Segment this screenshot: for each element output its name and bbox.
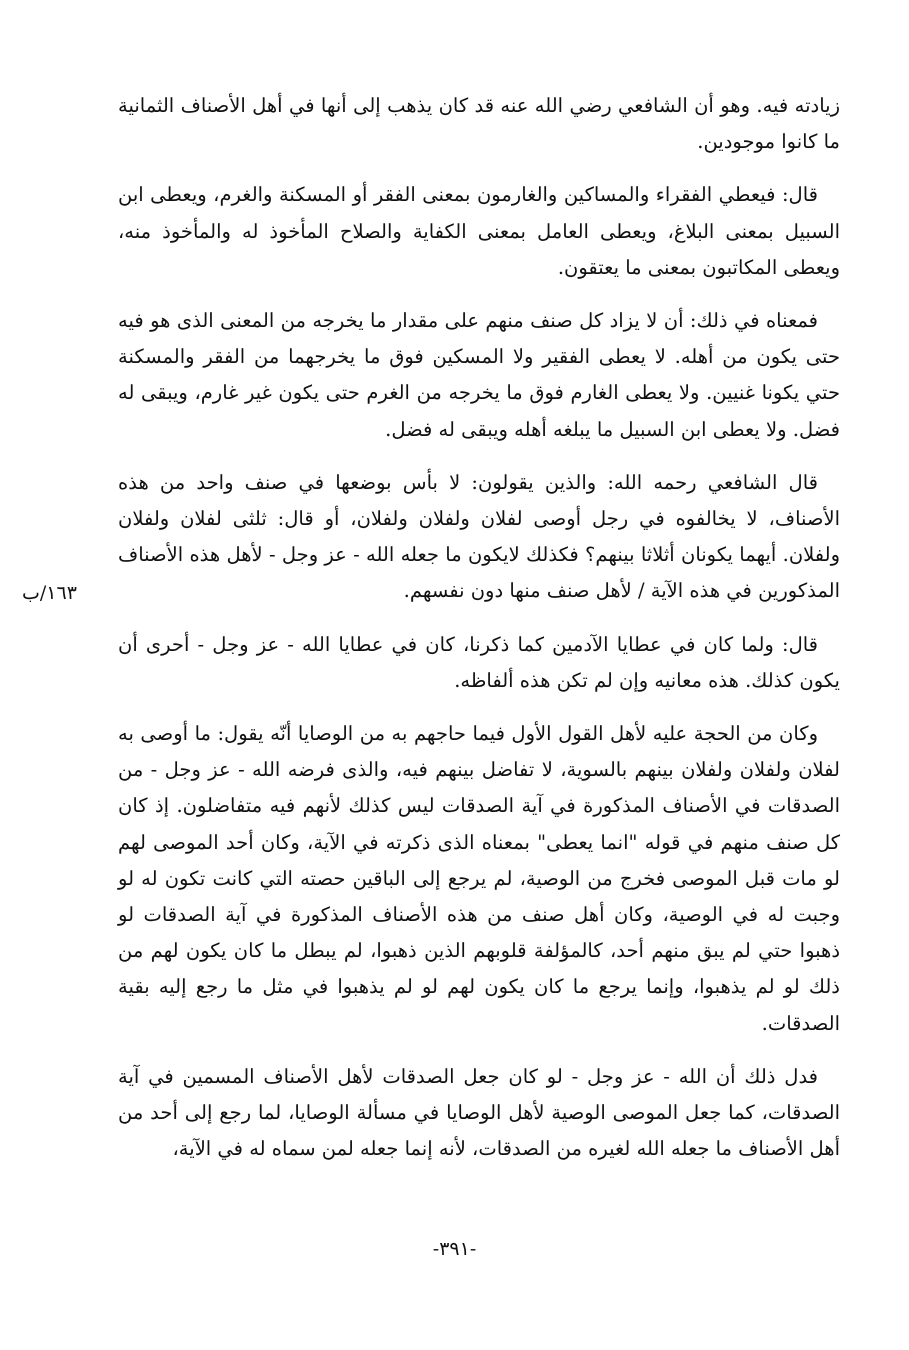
- page-number: -٣٩١-: [432, 1238, 477, 1260]
- paragraph-1: زيادته فيه. وهو أن الشافعي رضي الله عنه قد كان يذهب إلى أنها في أهل الأصناف الثمانية ما كانوا موجودين.: [118, 94, 840, 154]
- paragraph-7: فدل ذلك أن الله - عز وجل - لو كان جعل الصدقات لأهل الأصناف المسمين في آية الصدقات، كما جعل الموصى الوصية لأهل الوصايا في مسألة الوصايا، لما رجع إلى أحد من أهل الأصناف ما جعله الله لغيره من الصدقات، لأنه إنما جعله لمن سماه له في الآية،: [118, 1064, 840, 1161]
- paragraph-6: وكان من الحجة عليه لأهل القول الأول فيما حاجهم به من الوصايا أنّه يقول: ما أوصى به لفلان ولفلان ولفلان بينهم بالسوية، لا تفاضل بينهم فيه، والذى فرضه الله - عز وجل - من الصدقات في الأصناف المذكورة في آية الصدقات ليس كذلك لأنهم فيه متفاضلون. إذ كان كل صنف منهم في قوله "انما يعطى" بمعناه الذى ذكرته في الآية، وكان أحد الموصى لهم لو مات قبل الموصى فخرج من الوصية، لم يرجع إلى الباقين حصته التي كانت تكون له لو وجبت له في الوصية، وكان أهل صنف من هذه الأصناف المذكورة في آية الصدقات لو ذهبوا حتي لم يبق منهم أحد، كالمؤلفة قلوبهم الذين ذهبوا، لم يبطل ما كان يكون لهم من ذلك لو لم يذهبوا، وإنما يرجع ما كان يكون لهم لو لم يذهبوا في مثل ما رجع إليه بقية الصدقات.: [118, 722, 840, 1035]
- manuscript-folio-note: ١٦٣/ب: [22, 582, 77, 604]
- paragraph-3: فمعناه في ذلك: أن لا يزاد كل صنف منهم على مقدار ما يخرجه من المعنى الذى هو فيه حتى يكون من أهله. لا يعطى الفقير ولا المسكين فوق ما يخرجهما من الفقر والمسكنة حتي يكونا غنيين. ولا يعطى الغارم فوق ما يخرجه من الغرم حتى يكون غير غارم، ويبقى له فضل. ولا يعطى ابن السبيل ما يبلغه أهله ويبقى له فضل.: [118, 309, 840, 441]
- paragraph-5: قال: ولما كان في عطايا الآدمين كما ذكرنا، كان في عطايا الله - عز وجل - أحرى أن يكون كذلك. هذه معانيه وإن لم تكن هذه ألفاظه.: [118, 632, 840, 692]
- paragraph-4: قال الشافعي رحمه الله: والذين يقولون: لا بأس بوضعها في صنف واحد من هذه الأصناف، لا يخالفوه في رجل أوصى لفلان ولفلان ولفلان، أو قال: ثلثى لفلان ولفلان ولفلان. أيهما يكونان أثلاثا بينهم؟ فكذلك لايكون ما جعله الله - عز وجل - لأهل هذه الأصناف المذكورين في هذه الآية / لأهل صنف منها دون نفسهم.: [118, 470, 840, 603]
- paragraph-2: قال: فيعطي الفقراء والمساكين والغارمون بمعنى الفقر أو المسكنة والغرم، ويعطى ابن السبيل بمعنى البلاغ، ويعطى العامل بمعنى الكفاية والصلاح المأخوذ له والمأخوذ منه، ويعطى المكاتبون بمعنى ما يعتقون.: [118, 183, 840, 279]
- page-body: [118, 88, 840, 1184]
